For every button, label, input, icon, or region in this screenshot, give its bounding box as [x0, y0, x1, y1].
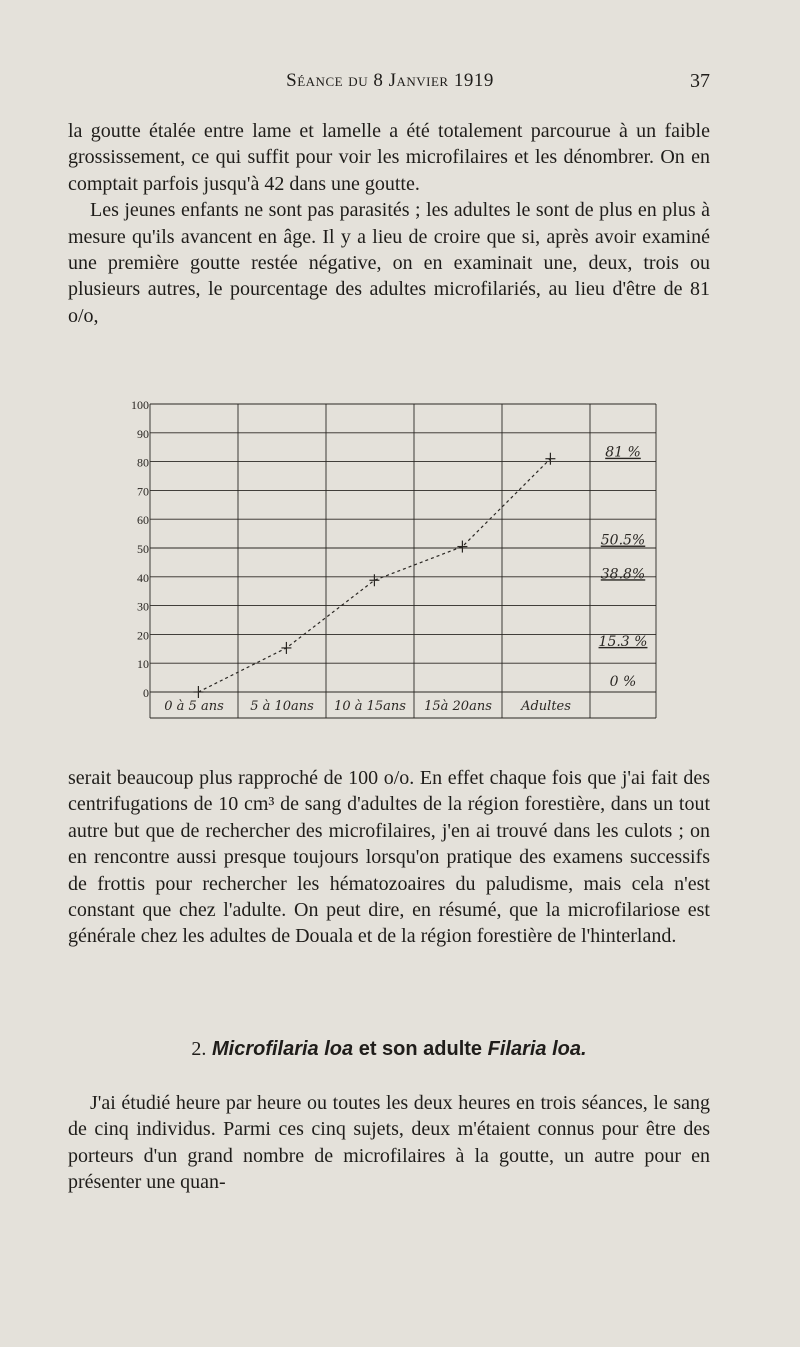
y-tick-label: 20: [137, 628, 149, 643]
y-tick-label: 100: [131, 398, 149, 412]
data-point: [193, 686, 203, 698]
value-label: 15.3 %: [598, 633, 648, 650]
y-tick-label: 60: [137, 513, 149, 528]
paragraph-2-text: Les jeunes enfants ne sont pas parasités ; les adultes le sont de plus en plus à mesure qu'ils avancent en âge. Il y a lieu de croire que si, après avoir examiné une première goutte restée négative, on en examinait une, deux, trois ou plusieurs autres, le pourcentage des adultes microfilariés, au lieu d'être de 81 o/o,: [68, 199, 710, 327]
value-label: 38.8%: [600, 566, 646, 583]
age-prevalence-chart: [100, 390, 660, 730]
y-tick-label: 40: [137, 570, 149, 585]
data-point: [369, 574, 379, 586]
value-label: 81 %: [605, 444, 641, 461]
x-category-labels: [164, 699, 571, 714]
data-markers: [193, 453, 555, 698]
y-tick-label: 0: [143, 686, 149, 700]
y-tick-label: 10: [137, 657, 149, 672]
x-category-label: 10 à 15ans: [334, 699, 406, 714]
y-tick-label: 50: [137, 542, 149, 556]
paragraph-4: J'ai étudié heure par heure ou toutes les deux heures en trois séances, le sang de cinq individus. Parmi ces cinq sujets, deux m'étaient connus pour être des porteurs d'un grand nombre de microfilaires à la goutte, un autre pour en présenter une quan-: [68, 1092, 710, 1194]
y-tick-label: 30: [137, 599, 149, 614]
value-label: 50.5%: [600, 532, 646, 549]
section-title-filaria: Filaria loa.: [487, 1038, 587, 1060]
page-number: 37: [690, 70, 710, 92]
paragraph-1-text: la goutte étalée entre lame et lamelle a été totalement parcourue à un faible grossissement, ce qui suffit pour voir les microfilaires et les dénombrer. On en comptait parfois jusqu'à 42 dans une goutte.: [68, 120, 710, 195]
page-header: [70, 70, 710, 100]
x-category-label: Adultes: [521, 699, 571, 714]
value-label: 0 %: [609, 674, 637, 690]
paragraph-1: [68, 118, 710, 329]
data-point: [281, 642, 291, 654]
data-point: [457, 541, 467, 553]
running-title: Séance du 8 Janvier 1919: [286, 70, 494, 91]
section-title-middle: et son adulte: [358, 1038, 483, 1060]
paragraph-3: serait beaucoup plus rapproché de 100 o/o. En effet chaque fois que j'ai fait des centrifugations de 10 cm³ de sang d'adultes de la région forestière, dans un tout autre but que de rechercher des microfilaires, j'en ai trouvé dans les culots ; on en rencontre aussi presque toujours lorsqu'on pratique des examens successifs de frottis pour rechercher les hématozoaires du paludisme, mais cela n'est constant que chez l'adulte. On peut dire, en résumé, que la microfilariose est générale chez les adultes de Douala et de la région forestière de l'hinterland.: [68, 767, 710, 948]
y-tick-labels: [131, 398, 149, 700]
value-labels: [599, 445, 648, 690]
y-tick-label: 80: [137, 455, 149, 470]
y-tick-label: 90: [137, 426, 149, 441]
x-category-label: 0 à 5 ans: [164, 699, 224, 714]
y-tick-label: 70: [137, 484, 149, 499]
x-category-label: 5 à 10ans: [250, 699, 314, 714]
section-heading: [68, 1038, 710, 1061]
section-title-microfilaria: Microfilaria loa: [211, 1038, 354, 1060]
chart-grid: [150, 404, 656, 718]
x-category-label: 15à 20ans: [424, 699, 492, 714]
section-number: 2.: [191, 1038, 207, 1060]
